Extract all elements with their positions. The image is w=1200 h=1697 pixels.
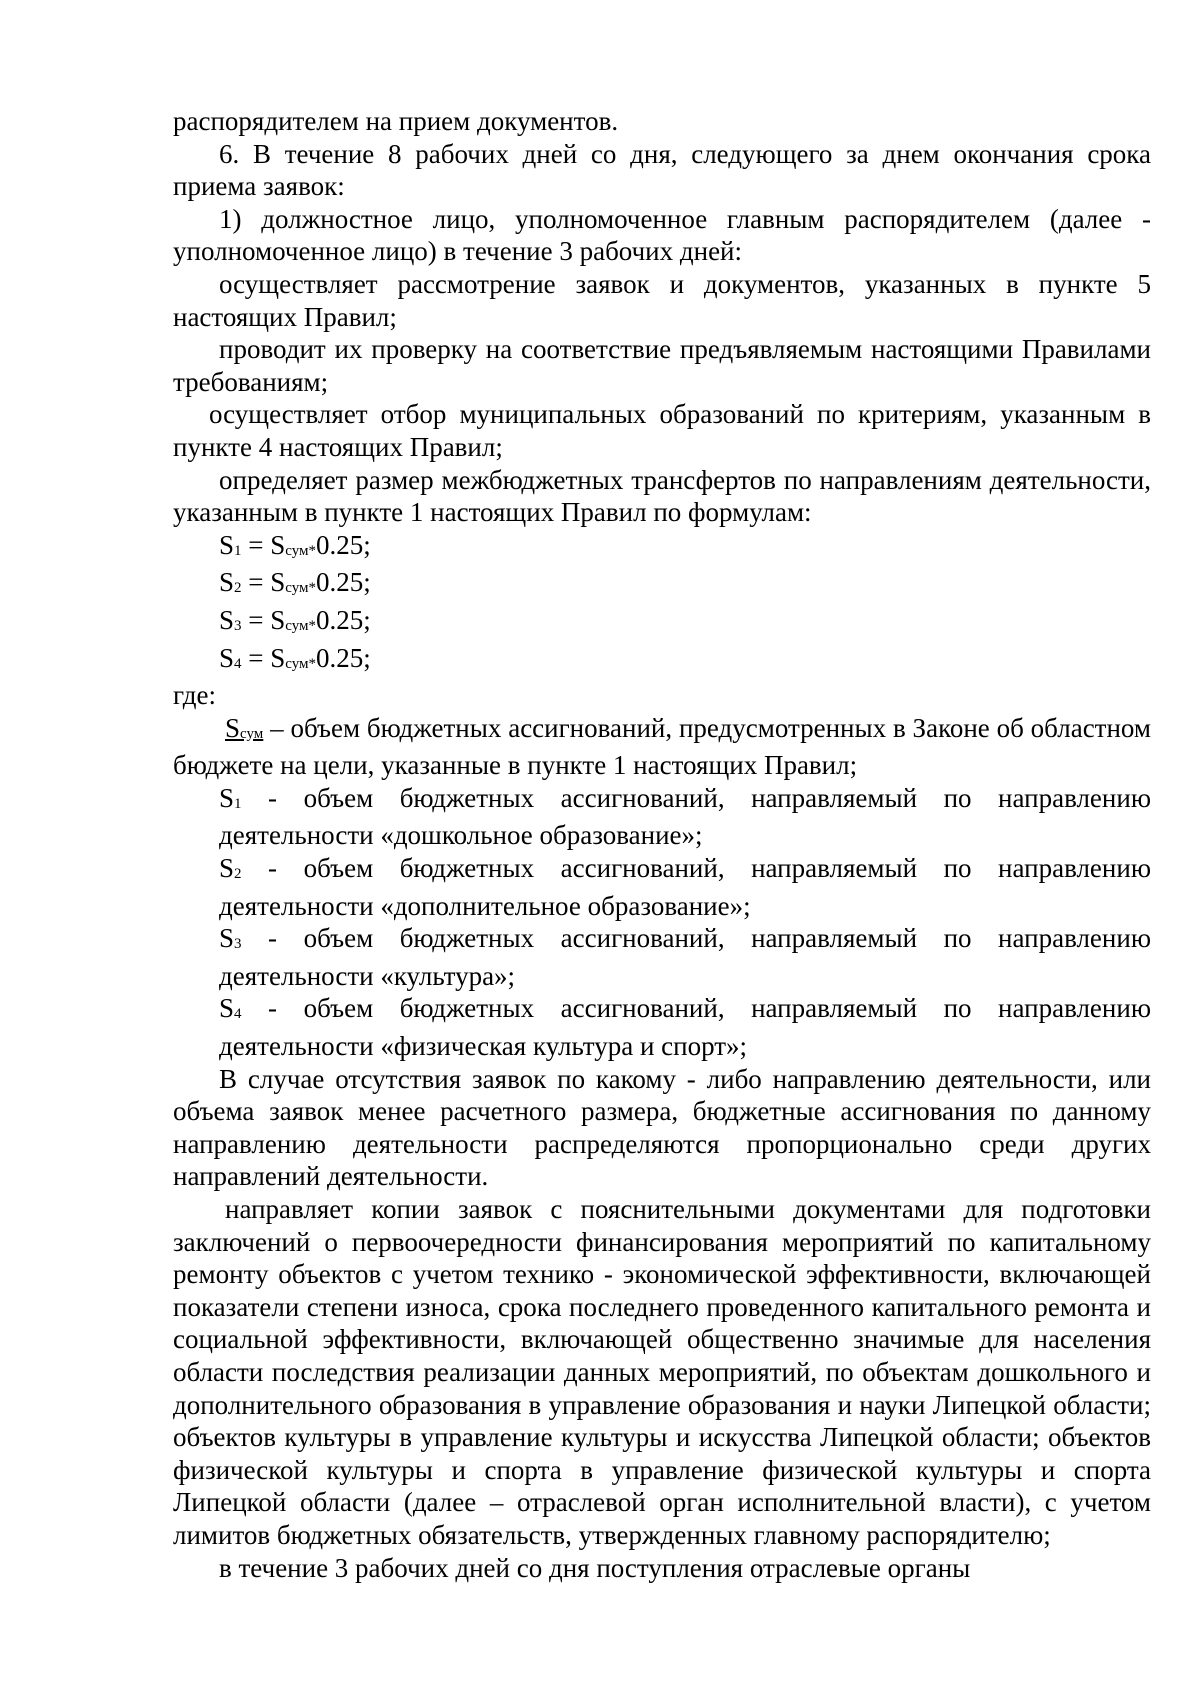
def-sum-text: – объем бюджетных ассигнований, предусмотренных в Законе об областном бюджете на цели, указанные в пункте 1 настоящих Правил; bbox=[173, 712, 1151, 781]
formula-tail: 0.25; bbox=[316, 567, 371, 598]
paragraph-determine: определяет размер межбюджетных трансфертов по направлениям деятельности, указанным в пункте 1 настоящих Правил по формулам: bbox=[173, 464, 1151, 528]
formula-lhs-sub: 1 bbox=[234, 542, 242, 559]
formula-eq: = S bbox=[241, 642, 286, 673]
def-symbol: S bbox=[219, 782, 235, 813]
formula-rhs-sub: сум* bbox=[285, 542, 317, 559]
def-text: - объем бюджетных ассигнований, направляемый по направлению деятельности «дополнительное образование»; bbox=[219, 853, 1151, 921]
definition-s3 bbox=[219, 922, 1151, 992]
definition-s2 bbox=[219, 852, 1151, 922]
formula-eq: = S bbox=[241, 567, 286, 598]
formula-tail: 0.25; bbox=[316, 529, 371, 560]
definition-s1 bbox=[219, 782, 1151, 852]
formula-rhs-sub: сум* bbox=[285, 580, 317, 597]
paragraph-within-3-days: в течение 3 рабочих дней со дня поступления отраслевые органы bbox=[219, 1552, 971, 1583]
formula-line bbox=[173, 604, 1151, 642]
def-sub: 2 bbox=[234, 866, 242, 883]
formula-eq: = S bbox=[241, 604, 286, 635]
def-text: - объем бюджетных ассигнований, направляемый по направлению деятельности «дошкольное образование»; bbox=[219, 782, 1151, 851]
paragraph-redistribution: В случае отсутствия заявок по какому - либо направлению деятельности, или объема заявок менее расчетного размера, бюджетные ассигнования по данному направлению деятельности распределяются пропорционально среди других направлений деятельности. bbox=[173, 1063, 1151, 1192]
formula-lhs: S bbox=[219, 529, 235, 560]
paragraph-subitem-1: 1) должностное лицо, уполномоченное главным распорядителем (далее - уполномоченное лицо) в течение 3 рабочих дней: bbox=[173, 203, 1151, 267]
document-page bbox=[173, 105, 1151, 1584]
paragraph-item-6: 6. В течение 8 рабочих дней со дня, следующего за днем окончания срока приема заявок: bbox=[173, 138, 1151, 202]
def-text: - объем бюджетных ассигнований, направляемый по направлению деятельности «физическая культура и спорт»; bbox=[219, 993, 1151, 1062]
formula-tail: 0.25; bbox=[316, 604, 371, 635]
def-sub: 1 bbox=[234, 795, 242, 812]
def-sub: 4 bbox=[234, 1006, 242, 1023]
formula-lhs-sub: 3 bbox=[234, 617, 242, 634]
formula-line bbox=[173, 529, 1151, 567]
formula-line bbox=[173, 642, 1151, 680]
def-symbol: S bbox=[219, 923, 235, 954]
formula-rhs-sub: сум* bbox=[285, 655, 317, 672]
formula-lhs-sub: 4 bbox=[234, 655, 242, 672]
paragraph-continuation: распорядителем на прием документов. bbox=[173, 106, 619, 136]
def-sum-sub: сум bbox=[240, 725, 264, 742]
formula-tail: 0.25; bbox=[316, 642, 371, 673]
formula-lhs-sub: 2 bbox=[234, 580, 242, 597]
paragraph-selection: осуществляет отбор муниципальных образований по критериям, указанным в пункте 4 настоящих Правил; bbox=[173, 399, 1151, 462]
def-text: - объем бюджетных ассигнований, направляемый по направлению деятельности «культура»; bbox=[219, 923, 1151, 991]
where-label: где: bbox=[173, 680, 216, 711]
paragraph-send-copies: направляет копии заявок с пояснительными документами для подготовки заключений о первоочередности финансирования мероприятий по капитальному ремонту объектов с учетом технико - экономической эффективности, включающей показатели степени износа, срока последнего проведенного капитального ремонта и социальной эффективности, включающей общественно значимые для населения области последствия реализации данных мероприятий, по объектам дошкольного и дополнительного образования в управление образования и науки Липецкой области; объектов культуры в управление культуры и искусства Липецкой области; объектов физической культуры и спорта в управление физической культуры и спорта Липецкой области (далее – отраслевой орган исполнительной власти), с учетом лимитов бюджетных обязательств, утвержденных главному распорядителю; bbox=[173, 1194, 1151, 1550]
def-sub: 3 bbox=[234, 936, 242, 953]
formula-line bbox=[173, 566, 1151, 604]
formula-list bbox=[173, 529, 1151, 679]
formula-rhs-sub: сум* bbox=[285, 617, 317, 634]
def-sum-symbol bbox=[225, 713, 263, 743]
formula-lhs: S bbox=[219, 642, 235, 673]
def-symbol: S bbox=[219, 853, 235, 884]
formula-eq: = S bbox=[241, 529, 286, 560]
formula-lhs: S bbox=[219, 604, 235, 635]
paragraph-check: проводит их проверку на соответствие предъявляемым настоящими Правилами требованиям; bbox=[173, 334, 1151, 397]
formula-lhs: S bbox=[219, 567, 235, 598]
definition-sum bbox=[173, 712, 1151, 782]
paragraph-review: осуществляет рассмотрение заявок и документов, указанных в пункте 5 настоящих Правил; bbox=[173, 268, 1151, 332]
definition-s4 bbox=[219, 992, 1151, 1062]
def-sum-s: S bbox=[225, 712, 241, 743]
def-symbol: S bbox=[219, 993, 235, 1024]
